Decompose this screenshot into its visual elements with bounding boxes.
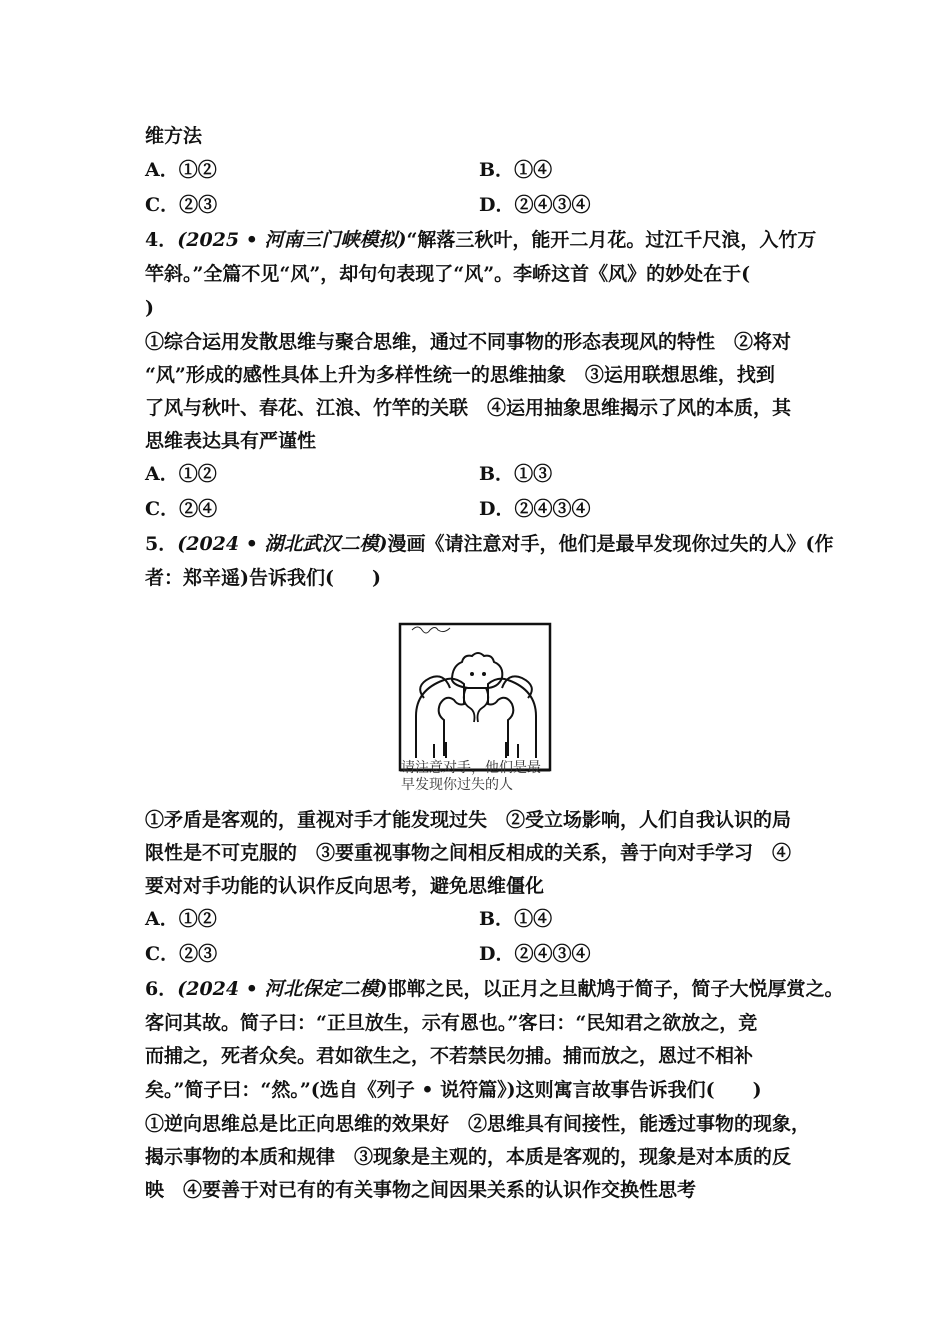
- q5-option-b[interactable]: B．①④: [479, 908, 553, 930]
- q5-statement-line3: 要对对手功能的认识作反向思考，避免思维僵化: [145, 875, 545, 897]
- q6-statement-line3: 映 ④要善于对已有的有关事物之间因果关系的认识作交换性思考: [145, 1179, 697, 1201]
- q5-option-d[interactable]: D．②④③④: [479, 943, 591, 965]
- q6-number: 6．: [145, 978, 178, 1000]
- q6-statement-line2: 揭示事物的本质和规律 ③现象是主观的，本质是客观的，现象是对本质的反: [145, 1146, 792, 1168]
- q6-stem-line4: 矣。”简子曰：“然。”(选自《列子 • 说符篇》)这则寓言故事告诉我们( ): [145, 1079, 762, 1101]
- q5-number: 5．: [145, 533, 178, 555]
- q5-option-a[interactable]: A．①②: [145, 908, 217, 930]
- q6-source: (2024 • 河北保定二模): [177, 978, 388, 1000]
- q3-stem-tail: 维方法: [145, 125, 203, 147]
- q6-statement-line1: ①逆向思维总是比正向思维的效果好 ②思维具有间接性，能透过事物的现象，: [145, 1113, 811, 1135]
- q6-stem-line3: 而捕之，死者众矣。君如欲生之，不若禁民勿捕。捕而放之，恩过不相补: [145, 1045, 754, 1067]
- q6-stem-line2: 客问其故。简子曰：“正旦放生，示有恩也。”客曰：“民知君之欲放之，竞: [145, 1012, 758, 1034]
- q4-number: 4．: [145, 229, 178, 251]
- q3-option-a[interactable]: A．①②: [145, 159, 217, 181]
- q4-source: (2025 • 河南三门峡模拟): [177, 229, 407, 251]
- q4-stem-line3: ): [145, 297, 154, 319]
- q5-option-c[interactable]: C．②③: [145, 943, 218, 965]
- q5-statement-line2: 限性是不可克服的 ③要重视事物之间相反相成的关系，善于向对手学习 ④: [145, 842, 792, 864]
- q4-statement-line4: 思维表达具有严谨性: [145, 430, 317, 452]
- q5-stem-line1: 5．(2024 • 湖北武汉二模)漫画《请注意对手，他们是最早发现你过失的人》(作: [145, 533, 834, 555]
- q5-statement-line1: ①矛盾是客观的，重视对手才能发现过失 ②受立场影响，人们自我认识的局: [145, 809, 792, 831]
- q5-stem-line2: 者：郑辛遥)告诉我们( ): [145, 567, 381, 589]
- q4-option-b[interactable]: B．①③: [479, 463, 553, 485]
- q3-option-b[interactable]: B．①④: [479, 159, 553, 181]
- q4-statement-line1: ①综合运用发散思维与聚合思维，通过不同事物的形态表现风的特性 ②将对: [145, 331, 792, 353]
- q4-stem-line1: 4．(2025 • 河南三门峡模拟)“解落三秋叶，能开二月花。过江千尺浪，入竹万: [145, 229, 817, 251]
- q4-option-c[interactable]: C．②④: [145, 498, 218, 520]
- q6-stem-line1: 6．(2024 • 河北保定二模)邯郸之民，以正月之旦献鸠于简子，简子大悦厚赏之。: [145, 978, 844, 1000]
- q4-statement-line3: 了风与秋叶、春花、江浪、竹竿的关联 ④运用抽象思维揭示了风的本质，其: [145, 397, 792, 419]
- q4-stem-line2: 竿斜。”全篇不见“风”，却句句表现了“风”。李峤这首《风》的妙处在于(: [145, 263, 751, 285]
- q4-option-a[interactable]: A．①②: [145, 463, 217, 485]
- q5-source: (2024 • 湖北武汉二模): [177, 533, 388, 555]
- q4-option-d[interactable]: D．②④③④: [479, 498, 591, 520]
- q3-option-c[interactable]: C．②③: [145, 194, 218, 216]
- cartoon-caption: 请注意对手，他们是最 早发现你过失的人: [401, 760, 541, 793]
- q4-statement-line2: “风”形成的感性具体上升为多样性统一的思维抽象 ③运用联想思维，找到: [145, 364, 775, 386]
- q3-option-d[interactable]: D．②④③④: [479, 194, 591, 216]
